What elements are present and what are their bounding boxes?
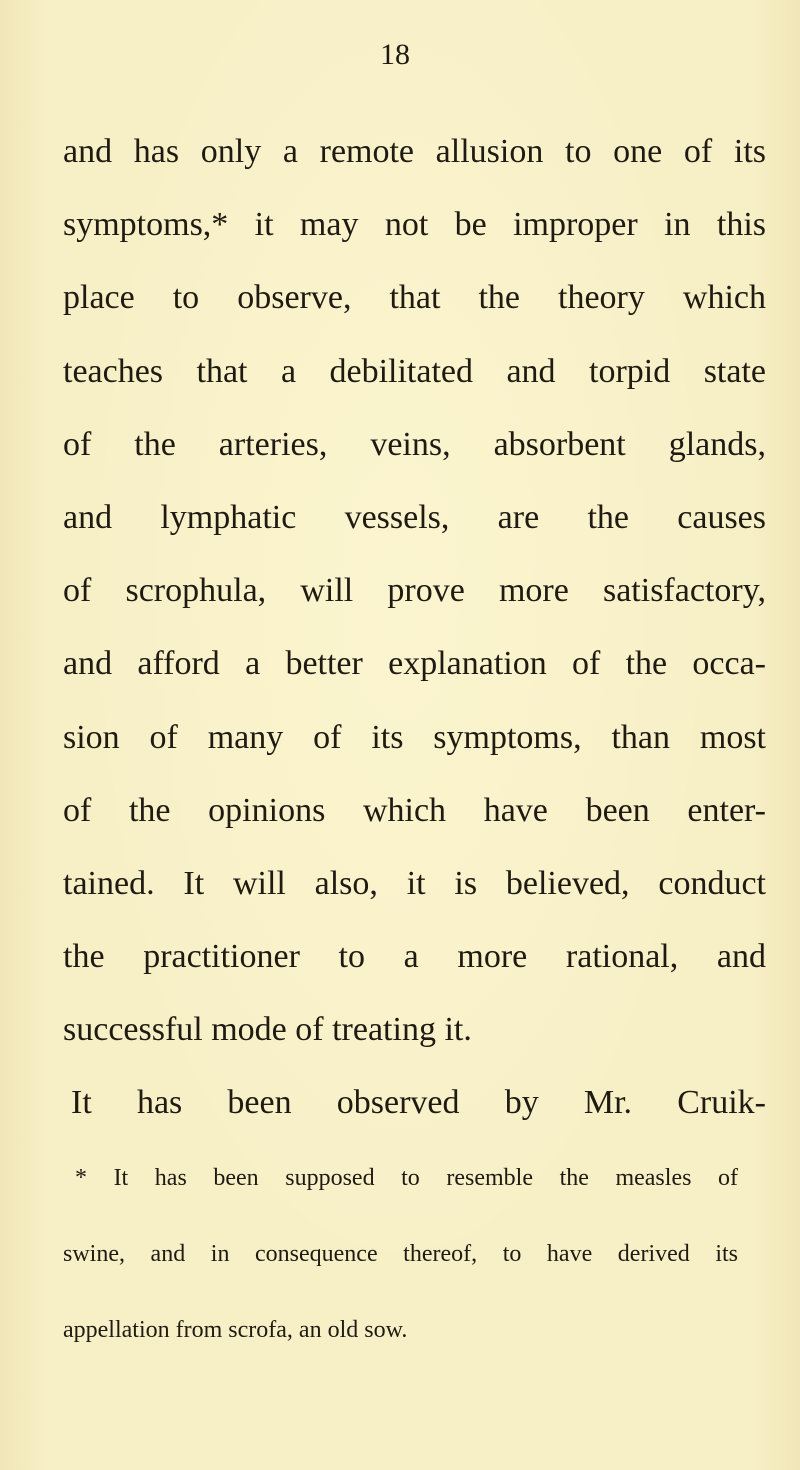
text-line: of the opinions which have been enter- [63,791,766,829]
text-line: of the arteries, veins, absorbent glands, [63,425,766,463]
text-line: sion of many of its symptoms, than most [63,718,766,756]
text-line: place to observe, that the theory which [63,279,766,317]
text-line: symptoms,* it may not be improper in this [63,206,766,244]
footnote-line: * It has been supposed to resemble the measles of [75,1165,738,1191]
text-line: It has been observed by Mr. Cruik- [71,1084,766,1122]
footnote-line: appellation from scrofa, an old sow. [63,1317,408,1343]
body-paragraph [63,126,766,1151]
text-line: of scrophula, will prove more satisfactory, [63,572,766,610]
page-number: 18 [380,38,410,71]
text-line: teaches that a debilitated and torpid state [63,352,766,390]
footnote-line: swine, and in consequence thereof, to have derived its [63,1241,738,1267]
text-line: and lymphatic vessels, are the causes [63,498,766,536]
text-line: and afford a better explanation of the occa- [63,645,766,683]
text-line: and has only a remote allusion to one of its [63,133,766,170]
text-line: successful mode of treating it. [63,1011,472,1049]
text-line: tained. It will also, it is believed, conduct [63,864,766,902]
footnote [63,1140,738,1368]
text-line: the practitioner to a more rational, and [63,938,766,976]
